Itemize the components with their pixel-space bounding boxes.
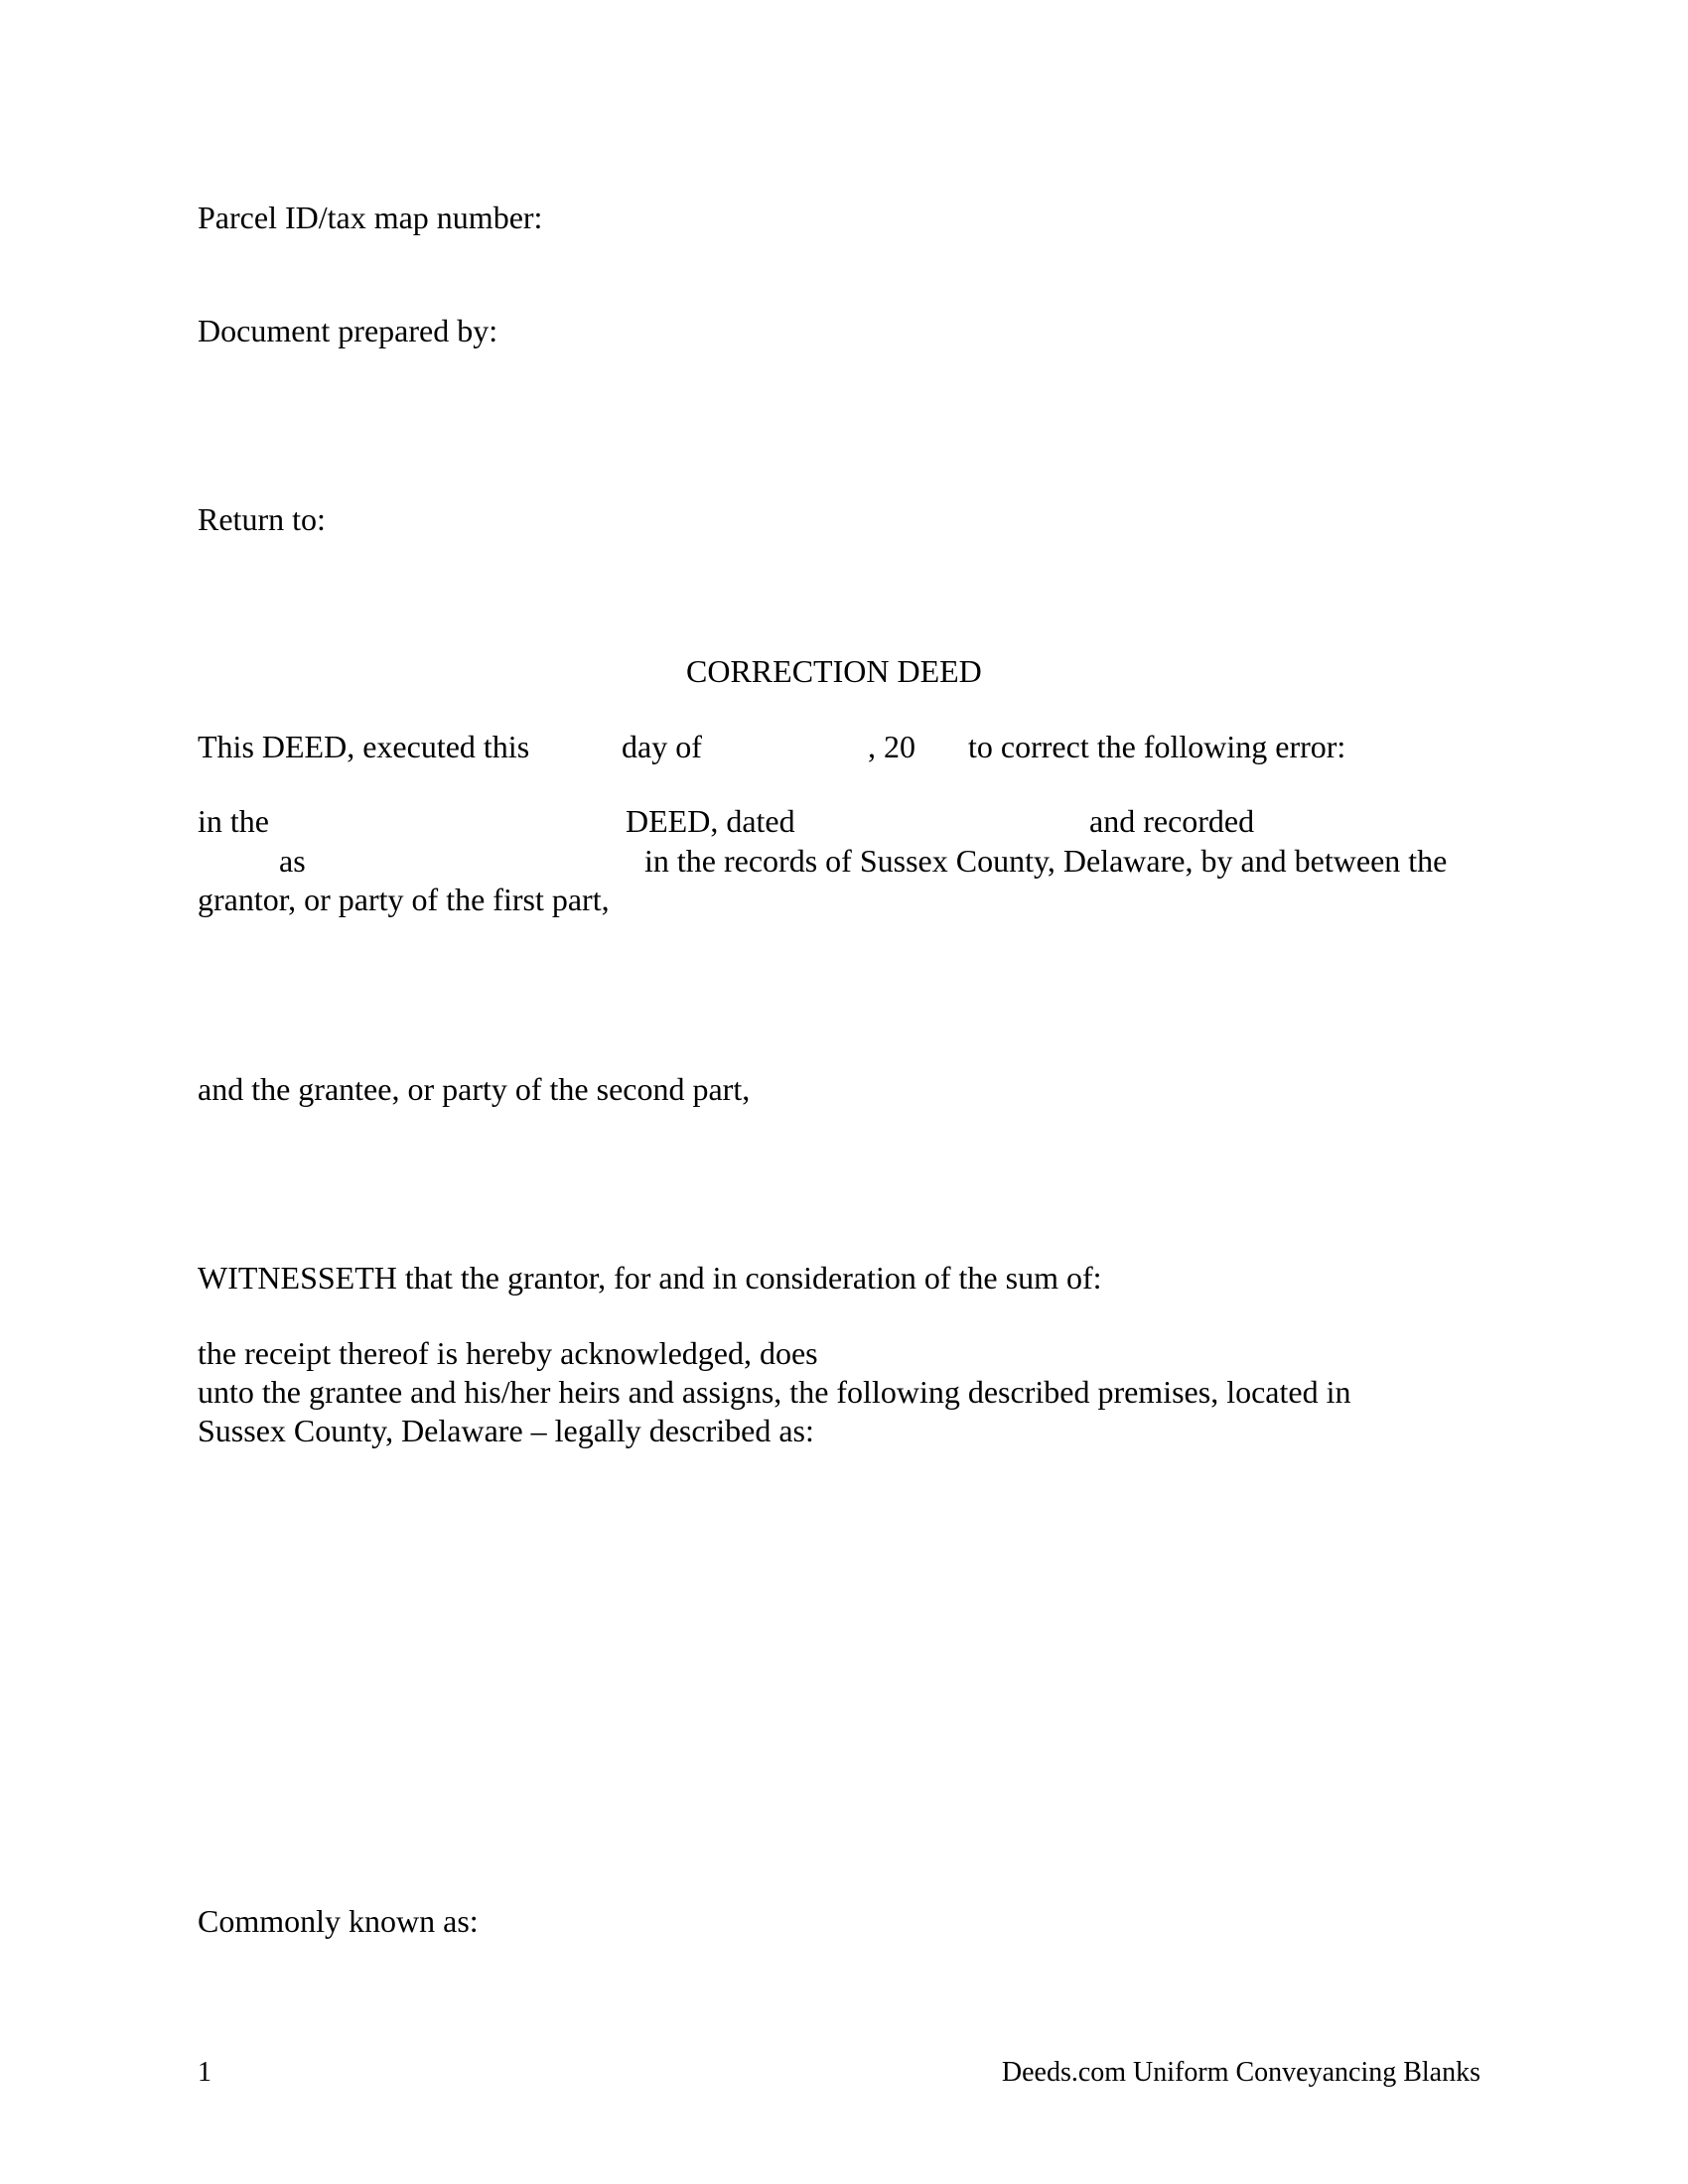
grantor-text: grantor, or party of the first part, <box>198 882 610 917</box>
parcel-id-label: Parcel ID/tax map number: <box>198 200 543 235</box>
deed-dated-label: DEED, dated <box>626 803 795 839</box>
page-number: 1 <box>198 2057 211 2088</box>
receipt-line: unto the grantee and his/her heirs and assigns, the following described premises, located in <box>198 1374 1351 1410</box>
records-text: in the records of Sussex County, Delaware, by and between the <box>644 843 1448 879</box>
correct-error-text: to correct the following error: <box>968 729 1346 764</box>
receipt-line: Sussex County, Delaware – legally described as: <box>198 1413 814 1448</box>
witnesseth-text: WITNESSETH that the grantor, for and in consideration of the sum of: <box>198 1260 1102 1296</box>
footer-source: Deeds.com Uniform Conveyancing Blanks <box>1001 2057 1480 2088</box>
day-of-label: day of <box>622 729 702 764</box>
year-prefix: , 20 <box>868 729 915 764</box>
receipt-line: the receipt thereof is hereby acknowledged, does <box>198 1335 818 1371</box>
as-label: as <box>279 843 306 879</box>
executed-prefix: This DEED, executed this <box>198 729 530 764</box>
prepared-by-label: Document prepared by: <box>198 313 498 348</box>
and-recorded-label: and recorded <box>1089 803 1255 839</box>
grantee-text: and the grantee, or party of the second part, <box>198 1071 751 1107</box>
return-to-label: Return to: <box>198 501 326 537</box>
document-title: CORRECTION DEED <box>686 653 982 689</box>
commonly-known-label: Commonly known as: <box>198 1903 479 1939</box>
in-the-label: in the <box>198 803 269 839</box>
